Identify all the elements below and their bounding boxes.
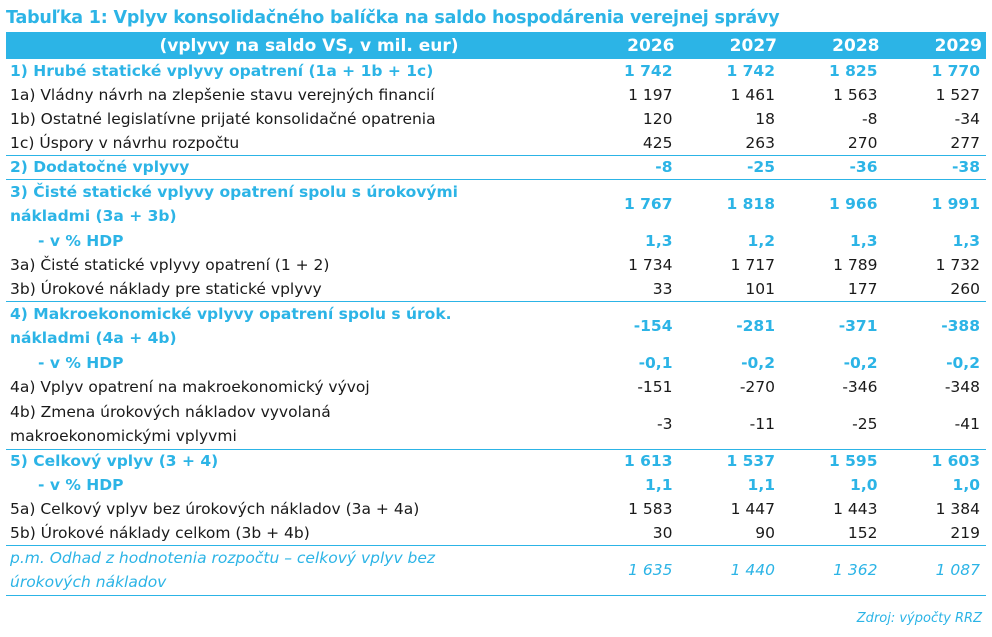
table-row	[6, 277, 986, 301]
source-note: Zdroj: výpočty RRZ	[856, 611, 982, 626]
row-value: 1 443	[833, 500, 878, 518]
row-value: 1 384	[935, 500, 980, 518]
row-value: 1 563	[833, 86, 878, 104]
row-label: 5b) Úrokové náklady celkom (3b + 4b)	[10, 523, 310, 542]
row-label: 1c) Úspory v návrhu rozpočtu	[10, 133, 240, 152]
row-value: -0,1	[638, 354, 673, 372]
table-row	[6, 375, 986, 399]
row-label: 5a) Celkový vplyv bez úrokových nákladov (3a + 4a)	[10, 500, 420, 518]
header-year: 2027	[729, 35, 777, 56]
row-value: 120	[642, 110, 673, 128]
row-value: 1 603	[884, 449, 987, 473]
table-row	[6, 229, 986, 253]
row-label: 1b) Ostatné legislatívne prijaté konsolidačné opatrenia	[10, 110, 436, 128]
row-label: 1a) Vládny návrh na zlepšenie stavu verejných financií	[10, 86, 435, 104]
row-value: 101	[745, 279, 775, 298]
table-row	[6, 179, 986, 229]
row-value: 1 461	[730, 86, 775, 104]
row-value: 260	[950, 279, 980, 298]
row-value: 1,2	[747, 232, 775, 250]
row-value: 1,0	[952, 476, 980, 494]
row-label: 3) Čisté statické vplyvy opatrení spolu s úrokovými nákladmi (3a + 3b)	[6, 179, 576, 229]
row-value: 1,1	[645, 476, 673, 494]
row-value: -388	[884, 301, 987, 351]
row-value: -34	[954, 110, 980, 128]
row-value: -25	[852, 414, 878, 433]
row-value: 1 767	[576, 179, 679, 229]
row-value: 1 635	[576, 545, 679, 595]
row-value: 1,3	[850, 232, 878, 250]
table-row	[6, 301, 986, 351]
header-row	[6, 32, 986, 59]
row-value: -36	[781, 155, 884, 179]
header-year: 2028	[832, 35, 880, 56]
row-value: 263	[745, 133, 775, 152]
row-value: 1 583	[628, 500, 673, 518]
row-value: -270	[739, 378, 775, 396]
row-value: 1,1	[747, 476, 775, 494]
row-value: 1 789	[833, 256, 878, 274]
data-table	[6, 32, 986, 596]
row-label: 4b) Zmena úrokových nákladov vyvolaná makroekonomickými vplyvmi	[10, 402, 331, 445]
row-value: 1,3	[645, 232, 673, 250]
header-label: (vplyvy na saldo VS, v mil. eur)	[159, 35, 459, 56]
row-value: 1 742	[623, 62, 673, 80]
row-value: -8	[576, 155, 679, 179]
row-value: 219	[950, 523, 980, 542]
table-row	[6, 449, 986, 473]
row-label: - v % HDP	[38, 232, 124, 250]
row-value: 1 717	[730, 256, 775, 274]
row-value: 30	[652, 523, 673, 542]
row-label: 3a) Čisté statické vplyvy opatrení (1 + 2)	[10, 256, 330, 274]
row-value: 1 447	[730, 500, 775, 518]
row-value: 1 362	[781, 545, 884, 595]
table-row	[6, 399, 986, 449]
row-label: 2) Dodatočné vplyvy	[6, 155, 576, 179]
row-value: -41	[954, 414, 980, 433]
row-value: 1 991	[884, 179, 987, 229]
row-label: 4) Makroekonomické vplyvy opatrení spolu s úrok. nákladmi (4a + 4b)	[6, 301, 576, 351]
row-label: 4a) Vplyv opatrení na makroekonomický vývoj	[10, 378, 370, 396]
row-value: -154	[576, 301, 679, 351]
row-value: 1 197	[628, 86, 673, 104]
row-value: 1 966	[781, 179, 884, 229]
row-value: 277	[950, 133, 980, 152]
row-label: 5) Celkový vplyv (3 + 4)	[6, 449, 576, 473]
row-value: -0,2	[741, 354, 775, 372]
table-row	[6, 107, 986, 131]
row-value: 1 440	[679, 545, 782, 595]
row-value: -371	[781, 301, 884, 351]
row-value: 1,3	[952, 232, 980, 250]
table-row	[6, 131, 986, 155]
row-value: -281	[679, 301, 782, 351]
row-value: 1,0	[850, 476, 878, 494]
table-row	[6, 521, 986, 545]
row-value: 1 595	[781, 449, 884, 473]
row-value: -25	[679, 155, 782, 179]
row-value: 1 527	[935, 86, 980, 104]
row-value: 270	[847, 133, 878, 152]
row-value: 1 734	[628, 256, 673, 274]
header-year: 2029	[934, 35, 982, 56]
row-value: 177	[847, 279, 878, 298]
row-value: -0,2	[843, 354, 878, 372]
row-label: 3b) Úrokové náklady pre statické vplyvy	[10, 279, 322, 298]
row-value: -348	[944, 378, 980, 396]
table-row	[6, 545, 986, 595]
row-value: 18	[755, 110, 775, 128]
row-value: -346	[842, 378, 878, 396]
row-value: 33	[652, 279, 673, 298]
row-value: 90	[755, 523, 775, 542]
row-value: 1 537	[679, 449, 782, 473]
row-value: -0,2	[946, 354, 980, 372]
row-value: 1 825	[828, 62, 878, 80]
row-label: - v % HDP	[38, 354, 124, 372]
table-row	[6, 473, 986, 497]
row-value: -38	[884, 155, 987, 179]
row-value: -11	[749, 414, 775, 433]
row-label: - v % HDP	[38, 476, 124, 494]
table-row	[6, 351, 986, 375]
row-value: 152	[847, 523, 878, 542]
row-value: 1 732	[935, 256, 980, 274]
row-label: p.m. Odhad z hodnotenia rozpočtu – celkový vplyv bez úrokových nákladov	[6, 545, 576, 595]
row-label: 1) Hrubé statické vplyvy opatrení (1a + 1b + 1c)	[10, 62, 434, 80]
row-value: 1 742	[726, 62, 775, 80]
table-title: Tabuľka 1: Vplyv konsolidačného balíčka na saldo hospodárenia verejnej správy	[6, 8, 780, 28]
row-value: -151	[637, 378, 673, 396]
row-value: 1 613	[576, 449, 679, 473]
row-value: 1 770	[931, 62, 980, 80]
row-value: 1 087	[884, 545, 987, 595]
table-row	[6, 253, 986, 277]
row-value: 425	[642, 133, 673, 152]
table-row	[6, 59, 986, 83]
row-value: -8	[862, 110, 878, 128]
table-row	[6, 83, 986, 107]
row-value: -3	[657, 414, 673, 433]
table-row	[6, 155, 986, 179]
row-value: 1 818	[679, 179, 782, 229]
table-row	[6, 497, 986, 521]
header-year: 2026	[627, 35, 675, 56]
